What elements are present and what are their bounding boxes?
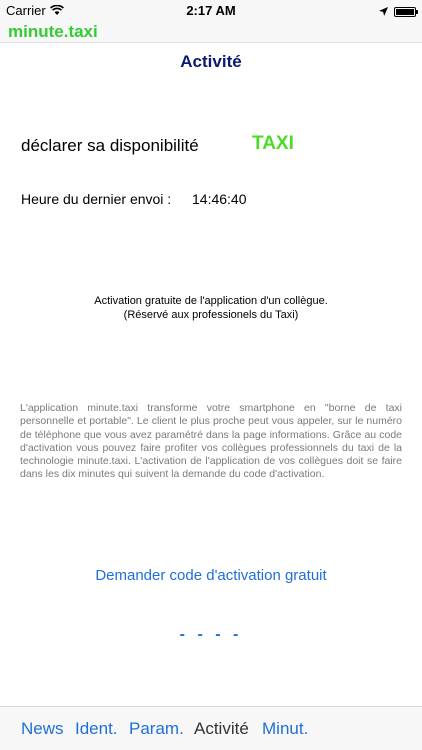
last-send-label: Heure du dernier envoi : bbox=[21, 191, 172, 207]
carrier-label: Carrier bbox=[6, 3, 46, 18]
tab-bar bbox=[0, 706, 422, 750]
activation-code-display: - - - - bbox=[179, 626, 243, 643]
availability-row bbox=[21, 133, 401, 163]
battery-icon bbox=[394, 7, 416, 17]
tab-param[interactable]: Param. bbox=[129, 719, 184, 738]
activation-info bbox=[20, 294, 402, 322]
availability-label: déclarer sa disponibilité bbox=[21, 136, 199, 155]
last-send-row bbox=[21, 191, 247, 207]
request-activation-code-button[interactable]: Demander code d'activation gratuit bbox=[95, 567, 327, 584]
taxi-availability-toggle[interactable]: TAXI bbox=[252, 133, 294, 154]
location-arrow-icon bbox=[379, 4, 388, 19]
status-right bbox=[379, 4, 416, 19]
tab-activite[interactable]: Activité bbox=[194, 719, 249, 738]
tab-news[interactable]: News bbox=[21, 719, 64, 738]
page-title: Activité bbox=[180, 52, 242, 71]
brand-bar bbox=[0, 22, 422, 43]
activation-line-1: Activation gratuite de l'application d'un collègue. bbox=[94, 295, 328, 307]
tab-ident[interactable]: Ident. bbox=[75, 719, 118, 738]
status-time: 2:17 AM bbox=[186, 3, 236, 18]
activation-line-2: (Réservé aux professionels du Taxi) bbox=[123, 309, 299, 321]
tab-minut[interactable]: Minut. bbox=[262, 719, 309, 738]
status-bar bbox=[0, 0, 422, 22]
app-description: L'application minute.taxi transforme votre smartphone en "borne de taxi personnelle et portable". Le client le plus proche peut vous appeler, sur le numéro de téléphone que vous avez paramétré dans la page informations. Grâce au code d'activation vous pouvez faire profiter vos collègues professionnels du taxi de la technologie minute.taxi. L'activation de l'application de vos collègues doit se faire dans les dix minutes qui suivent la demande du code d'activation. bbox=[20, 402, 402, 481]
app-brand: minute.taxi bbox=[8, 22, 98, 41]
battery-level bbox=[396, 9, 414, 15]
last-send-time: 14:46:40 bbox=[192, 191, 247, 207]
